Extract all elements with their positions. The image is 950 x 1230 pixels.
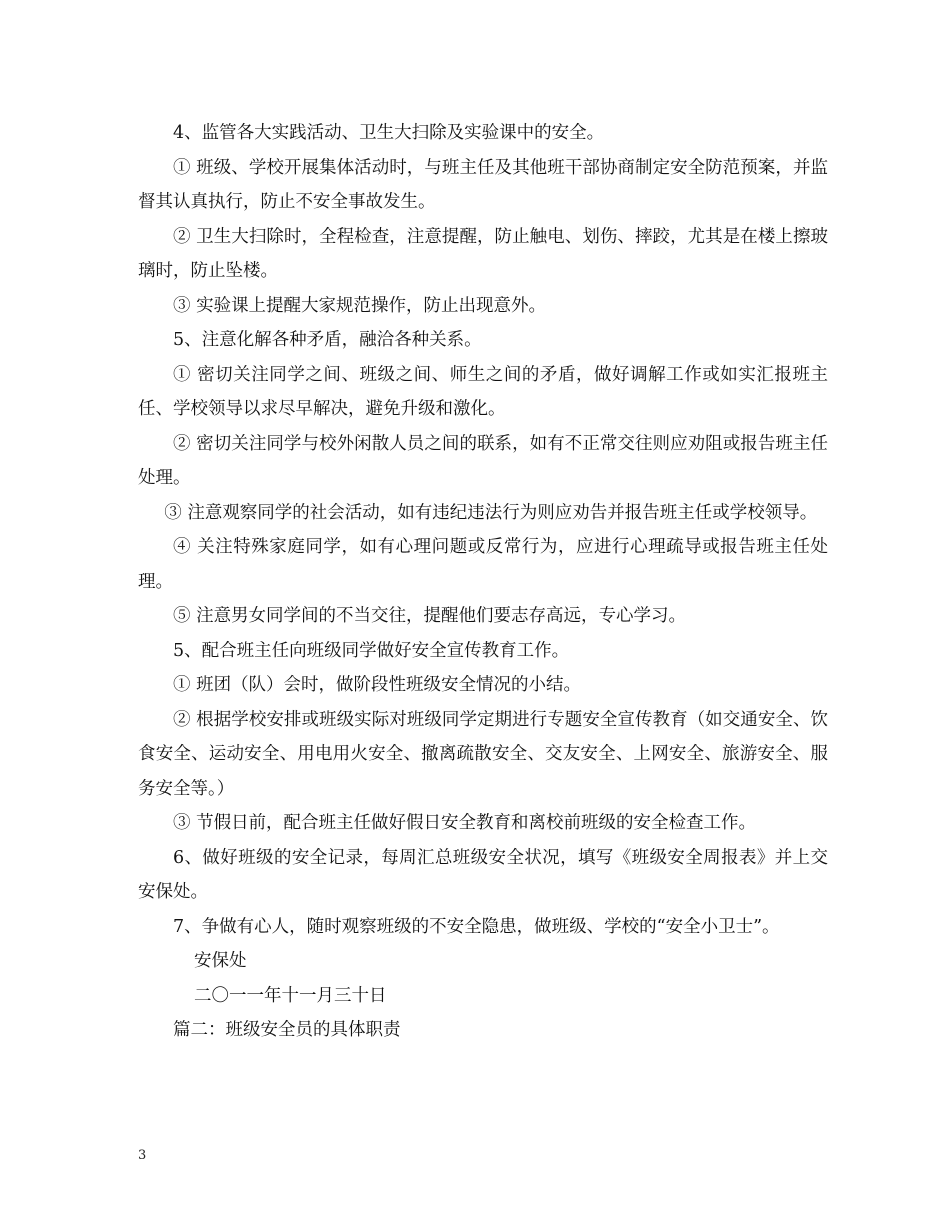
paragraph-item-5-4: ④ 关注特殊家庭同学，如有心理问题或反常行为，应进行心理疏导或报告班主任处理。 [138,537,828,592]
paragraph-item-5: 5、注意化解各种矛盾，融洽各种关系。 [173,330,482,350]
signature-department: 安保处 [194,951,247,971]
paragraph-item-5-5: ⑤ 注意男女同学间的不当交往，提醒他们要志存高远，专心学习。 [173,606,687,626]
paragraph-item-4-3: ③ 实验课上提醒大家规范操作，防止出现意外。 [173,295,547,316]
paragraph-item-7: 7、争做有心人，随时观察班级的不安全隐患，做班级、学校的“安全小卫士”。 [173,916,780,937]
document-body [138,116,828,1048]
paragraph-item-5-1: ① 密切关注同学之间、班级之间、师生之间的矛盾，做好调解工作或如实汇报班主任、学校领导以求尽早解决，避免升级和激化。 [138,364,828,419]
paragraph-item-4-2: ② 卫生大扫除时，全程检查，注意提醒，防止触电、划伤、摔跤，尤其是在楼上擦玻璃时，防止坠楼。 [138,226,828,281]
signature-date: 二〇一一年十一月三十日 [194,985,387,1006]
paragraph-item-5b-3: ③ 节假日前，配合班主任做好假日安全教育和离校前班级的安全检查工作。 [173,813,757,833]
paragraph-item-5-2: ② 密切关注同学与校外闲散人员之间的联系，如有不正常交往则应劝阻或报告班主任处理。 [138,433,828,488]
section-heading: 篇二：班级安全员的具体职责 [173,1020,401,1040]
paragraph-item-4-1: ① 班级、学校开展集体活动时，与班主任及其他班干部协商制定安全防范预案，并监督其认真执行，防止不安全事故发生。 [138,157,828,212]
page-number: 3 [138,1148,147,1163]
paragraph-item-5-3: ③ 注意观察同学的社会活动，如有违纪违法行为则应劝告并报告班主任或学校领导。 [164,502,818,523]
paragraph-item-6: 6、做好班级的安全记录，每周汇总班级安全状况，填写《班级安全周报表》并上交安保处。 [138,847,828,902]
paragraph-item-5b: 5、配合班主任向班级同学做好安全宣传教育工作。 [173,640,570,661]
paragraph-item-5b-2: ② 根据学校安排或班级实际对班级同学定期进行专题安全宣传教育（如交通安全、饮食安全、运动安全、用电用火安全、撤离疏散安全、交友安全、上网安全、旅游安全、服务安全等。） [138,709,828,799]
paragraph-item-4: 4、监管各大实践活动、卫生大扫除及实验课中的安全。 [173,123,605,143]
paragraph-item-5b-1: ① 班团（队）会时，做阶段性班级安全情况的小结。 [173,675,582,695]
